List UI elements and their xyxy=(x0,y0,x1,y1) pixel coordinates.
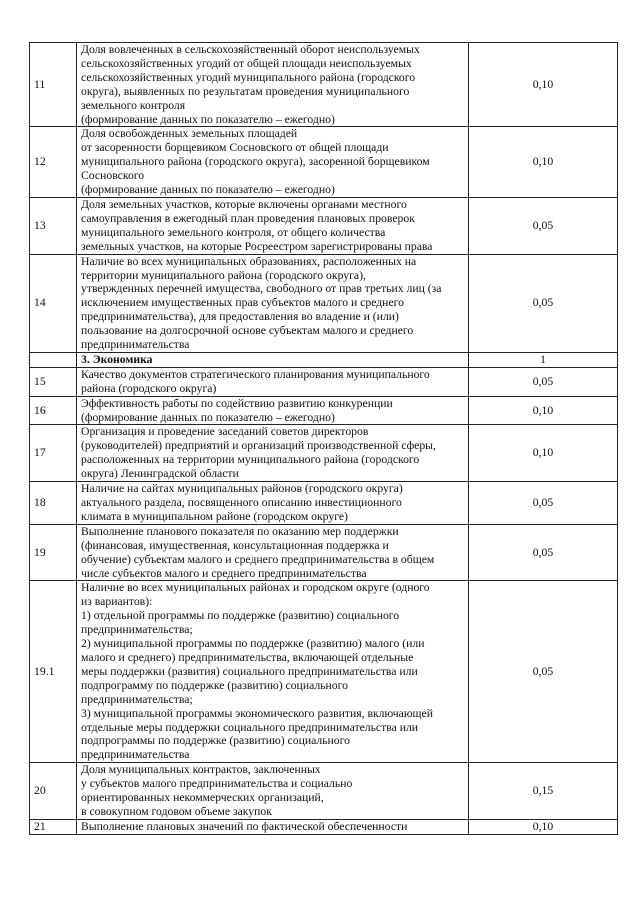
description-line: из вариантов): xyxy=(81,595,153,609)
description-line: предпринимательства xyxy=(81,338,190,352)
row-number: 16 xyxy=(30,396,77,425)
row-number: 14 xyxy=(30,254,77,352)
indicator-weight: 0,10 xyxy=(469,43,618,127)
description-line: Эффективность работы по содействию развитию конкуренции xyxy=(81,396,393,410)
description-line: Наличие во всех муниципальных образованиях, расположенных на xyxy=(81,254,417,268)
row-number xyxy=(30,352,77,367)
indicator-description xyxy=(77,197,469,254)
description-line: Выполнение плановых значений по фактической обеспеченности xyxy=(81,819,408,833)
description-line: 1) отдельной программы по поддержке (развитию) социального xyxy=(81,609,400,623)
description-line: расположенных на территории муниципального района (городского xyxy=(81,453,420,467)
description-line: числе субъектов малого и среднего предпринимательства xyxy=(81,566,367,580)
table-row xyxy=(30,127,618,198)
description-line: Сосновского xyxy=(81,169,145,183)
description-line: предпринимательства xyxy=(81,748,190,762)
description-line: (формирование данных по показателю – ежегодно) xyxy=(81,410,335,424)
row-number: 19 xyxy=(30,524,77,581)
description-line: у субъектов малого предпринимательства и социально xyxy=(81,777,353,791)
description-line: подпрограмму по поддержке (развитию) социального xyxy=(81,678,348,692)
description-line: исключением имущественных прав субъектов малого и среднего xyxy=(81,296,404,310)
description-line: подпрограммы по поддержке (развитию) социального xyxy=(81,734,350,748)
row-number: 11 xyxy=(30,43,77,127)
description-line: округа) Ленинградской области xyxy=(81,467,239,481)
description-line: самоуправления в ежегодный план проведения плановых проверок xyxy=(81,211,415,225)
section-header-row xyxy=(30,352,618,367)
table-row xyxy=(30,425,618,482)
description-line: земельного контроля xyxy=(81,98,186,112)
indicator-weight: 0,15 xyxy=(469,763,618,820)
indicator-weight: 0,05 xyxy=(469,367,618,396)
indicator-weight: 0,05 xyxy=(469,482,618,525)
indicator-description xyxy=(77,482,469,525)
description-line: 2) муниципальной программы по поддержке (развитию) малого (или xyxy=(81,637,425,651)
indicator-description xyxy=(77,254,469,352)
description-line: утвержденных перечней имущества, свободного от прав третьих лиц (за xyxy=(81,282,442,296)
description-line: земельных участков, на которые Росреестром зарегистрированы права xyxy=(81,239,433,253)
table-row xyxy=(30,524,618,581)
description-line: (руководителей) предприятий и организаций производственной сферы, xyxy=(81,439,436,453)
description-line: (формирование данных по показателю – ежегодно) xyxy=(81,183,335,197)
description-line: (формирование данных по показателю – ежегодно) xyxy=(81,112,335,126)
table-row xyxy=(30,819,618,834)
table-row xyxy=(30,197,618,254)
indicator-weight: 0,05 xyxy=(469,197,618,254)
description-line: актуального раздела, посвященного описанию инвестиционного xyxy=(81,496,402,509)
description-line: обучение) субъектам малого и среднего предпринимательства в общем xyxy=(81,552,435,566)
description-line: предпринимательства; xyxy=(81,692,193,706)
table-row xyxy=(30,367,618,396)
indicator-weight: 0,05 xyxy=(469,254,618,352)
description-line: предпринимательства; xyxy=(81,623,193,637)
description-line: предпринимательства), для предоставления во владение и (или) xyxy=(81,310,399,324)
description-line: Наличие во всех муниципальных районах и городском округе (одного xyxy=(81,581,430,595)
indicator-description xyxy=(77,581,469,763)
description-line: сельскохозяйственных угодий от общей площади неиспользуемых xyxy=(81,56,412,70)
description-line: Наличие на сайтах муниципальных районов (городского округа) xyxy=(81,482,403,496)
indicator-weight: 0,05 xyxy=(469,524,618,581)
indicator-description xyxy=(77,819,469,834)
row-number: 19.1 xyxy=(30,581,77,763)
description-line: (финансовая, имущественная, консультационная поддержка и xyxy=(81,538,389,552)
description-line: от засоренности борщевиком Сосновского от общей площади xyxy=(81,141,389,155)
table-row xyxy=(30,254,618,352)
table-row xyxy=(30,43,618,127)
table-row xyxy=(30,482,618,525)
description-line: ориентированных некоммерческих организаций, xyxy=(81,791,324,805)
indicators-table-body xyxy=(30,43,618,835)
description-line: климата в муниципальном районе (городском округе) xyxy=(81,509,348,523)
description-line: сельскохозяйственных угодий муниципального района (городского xyxy=(81,70,416,84)
indicator-description xyxy=(77,524,469,581)
description-line: Организация и проведение заседаний советов директоров xyxy=(81,425,369,439)
document-page xyxy=(29,42,617,835)
description-line: Доля муниципальных контрактов, заключенных xyxy=(81,763,321,777)
indicator-weight: 0,05 xyxy=(469,581,618,763)
description-line: территории муниципального района (городского округа), xyxy=(81,268,366,282)
indicator-weight: 0,10 xyxy=(469,819,618,834)
description-line: 3. Экономика xyxy=(81,352,153,366)
description-line: округа), выявленных по результатам проведения муниципального xyxy=(81,84,410,98)
indicator-description xyxy=(77,367,469,396)
description-line: 3) муниципальной программы экономического развития, включающей xyxy=(81,706,433,720)
description-line: Доля земельных участков, которые включены органами местного xyxy=(81,197,407,211)
row-number: 13 xyxy=(30,197,77,254)
row-number: 15 xyxy=(30,367,77,396)
description-line: в совокупном годовом объеме закупок xyxy=(81,804,272,818)
description-line: Доля освобожденных земельных площадей xyxy=(81,127,298,141)
indicator-weight: 1 xyxy=(469,352,618,367)
row-number: 20 xyxy=(30,763,77,820)
description-line: малого и среднего) предпринимательства, включающей отдельные xyxy=(81,650,414,664)
table-row xyxy=(30,763,618,820)
indicator-description xyxy=(77,43,469,127)
indicator-description xyxy=(77,425,469,482)
description-line: пользование на долгосрочной основе субъектам малого и среднего xyxy=(81,324,414,338)
table-row xyxy=(30,396,618,425)
row-number: 21 xyxy=(30,819,77,834)
table-row xyxy=(30,581,618,763)
description-line: отдельные меры поддержки социального предпринимательства или xyxy=(81,720,419,734)
description-line: меры поддержки (развития) социального предпринимательства или xyxy=(81,664,418,678)
row-number: 18 xyxy=(30,482,77,525)
row-number: 17 xyxy=(30,425,77,482)
section-title xyxy=(77,352,469,367)
description-line: муниципального района (городского округа), засоренной борщевиком xyxy=(81,155,430,169)
indicators-table xyxy=(29,42,618,835)
indicator-description xyxy=(77,127,469,198)
indicator-description xyxy=(77,763,469,820)
row-number: 12 xyxy=(30,127,77,198)
description-line: Доля вовлеченных в сельскохозяйственный оборот неиспользуемых xyxy=(81,43,420,56)
description-line: муниципального земельного контроля, от общего количества xyxy=(81,225,386,239)
description-line: Качество документов стратегического планирования муниципального xyxy=(81,367,430,381)
indicator-description xyxy=(77,396,469,425)
description-line: района (городского округа) xyxy=(81,381,217,395)
description-line: Выполнение планового показателя по оказанию мер поддержки xyxy=(81,524,399,538)
indicator-weight: 0,10 xyxy=(469,396,618,425)
indicator-weight: 0,10 xyxy=(469,425,618,482)
indicator-weight: 0,10 xyxy=(469,127,618,198)
